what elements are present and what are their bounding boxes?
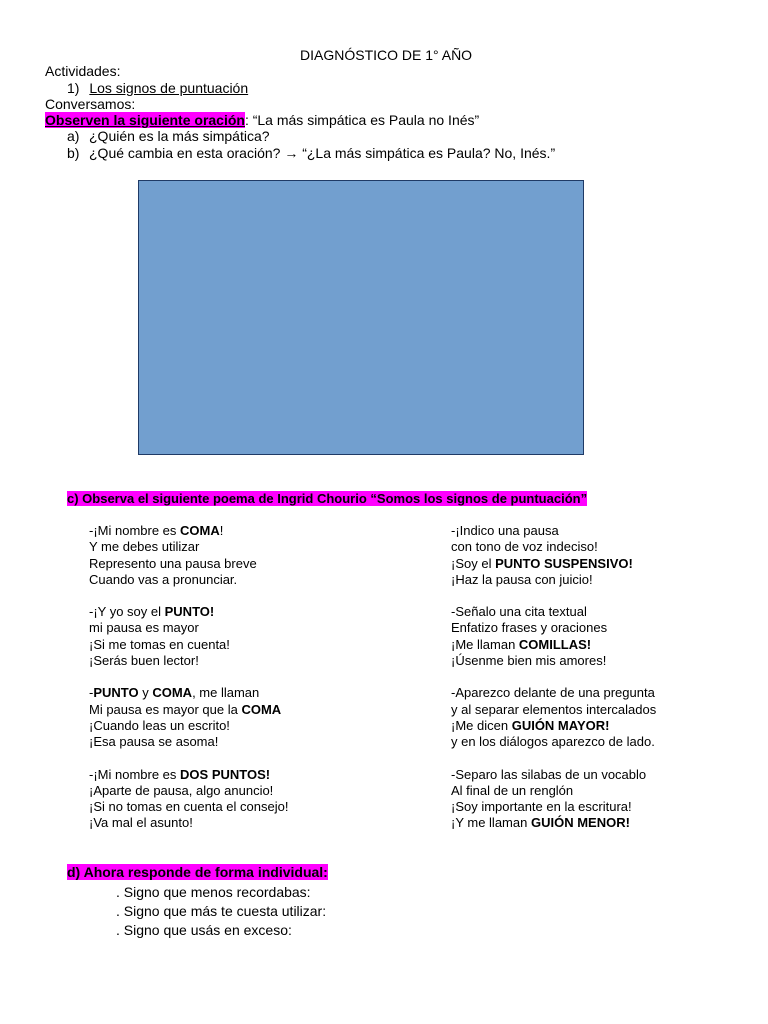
poem-sign-name: PUNTO — [93, 685, 139, 701]
poem-sign-name: COMILLAS! — [518, 636, 592, 652]
poem-text: ¡Si me tomas en cuenta! — [89, 636, 230, 652]
poem-line — [451, 799, 656, 815]
section-d-item: . Signo que más te cuesta utilizar: — [116, 903, 327, 919]
poem-text: ¡Si no tomas en cuenta el consejo! — [89, 799, 289, 815]
poem-text: Enfatizo frases y oraciones — [451, 620, 608, 636]
poem-sign-name: COMA — [152, 685, 193, 701]
section-d-text: d) Ahora responde de forma individual: — [67, 864, 328, 880]
poem-text: ¡Y me llaman — [451, 815, 531, 831]
poem-text: -¡Mi nombre es — [89, 766, 181, 782]
poem-line — [451, 815, 656, 831]
poem-sign-name: PUNTO SUSPENSIVO! — [495, 555, 633, 571]
question-a-label: a) — [67, 128, 80, 144]
poem-line — [89, 799, 288, 815]
poem-sign-name: GUIÓN MAYOR! — [511, 717, 610, 733]
poem-text: ¡Úsenme bien mis amores! — [451, 653, 607, 669]
poem-text: - — [89, 685, 94, 701]
poem-text: -Separo las silabas de un vocablo — [451, 766, 647, 782]
poem-text: ¡Me llaman — [451, 636, 519, 652]
poem-line — [451, 539, 656, 555]
question-a — [67, 128, 270, 144]
poem-line — [89, 685, 288, 701]
poem-text: , me llaman — [192, 685, 260, 701]
question-b — [67, 145, 555, 161]
section-d-item: . Signo que usás en exceso: — [116, 922, 292, 938]
poem-line — [89, 637, 288, 653]
poem-text: Mi pausa es mayor que la — [89, 701, 242, 717]
poem-text: ¡Aparte de pausa, algo anuncio! — [89, 782, 274, 798]
poem-text: y al separar elementos intercalados — [451, 701, 657, 717]
poem-line — [89, 734, 288, 750]
poem-left-column — [89, 523, 288, 832]
poem-line — [451, 523, 656, 539]
poem-text: ¡Va mal el asunto! — [89, 815, 193, 831]
section-c-text: c) Observa el siguiente poema de Ingrid Chourio “Somos los signos de puntuación” — [67, 491, 588, 506]
poem-line — [451, 767, 656, 783]
poem-line — [451, 620, 656, 636]
poem-line — [89, 815, 288, 831]
poem-right-column — [451, 523, 656, 832]
observe-line — [45, 112, 479, 128]
poem-sign-name: DOS PUNTOS! — [180, 766, 271, 782]
poem-text: Y me debes utilizar — [89, 539, 200, 555]
question-a-text: ¿Quién es la más simpática? — [89, 128, 270, 144]
poem-line — [89, 539, 288, 555]
poem-text: -Señalo una cita textual — [451, 604, 587, 620]
poem-line — [451, 685, 656, 701]
section-c-heading — [67, 491, 587, 507]
poem-line — [89, 718, 288, 734]
activity-item-number: 1) — [67, 80, 80, 96]
poem-text: -¡Mi nombre es — [89, 523, 181, 538]
poem-line — [89, 556, 288, 572]
poem-text: ¡Esa pausa se asoma! — [89, 734, 219, 750]
poem-sign-name: PUNTO! — [164, 604, 215, 620]
poem-line — [89, 523, 288, 539]
poem-sign-name: COMA — [180, 523, 220, 538]
poem-text: ¡Serás buen lector! — [89, 653, 199, 669]
poem-text: ! — [219, 523, 224, 538]
poem-text: ¡Soy importante en la escritura! — [451, 799, 632, 815]
poem-line — [451, 718, 656, 734]
poem-line — [451, 637, 656, 653]
question-b-text: ¿Qué cambia en esta oración? → “¿La más simpática es Paula? No, Inés.” — [89, 145, 556, 161]
poem-line — [89, 767, 288, 783]
poem-sign-name: COMA — [241, 701, 282, 717]
poem-line — [451, 556, 656, 572]
actividades-label: Actividades: — [45, 63, 121, 79]
poem-text: -Aparezco delante de una pregunta — [451, 685, 655, 701]
poem-line — [89, 783, 288, 799]
page-title: DIAGNÓSTICO DE 1° AÑO — [300, 47, 473, 63]
poem-line — [89, 653, 288, 669]
poem-text: ¡Soy el — [451, 555, 496, 571]
poem-text: Cuando vas a pronunciar. — [89, 571, 238, 587]
poem-line — [89, 572, 288, 588]
poem-line — [89, 702, 288, 718]
poem-line — [451, 572, 656, 588]
poem-text: ¡Cuando leas un escrito! — [89, 717, 230, 733]
poem-text: mi pausa es mayor — [89, 620, 199, 636]
poem-line — [451, 604, 656, 620]
poem-line — [451, 734, 656, 750]
poem-text: Al final de un renglón — [451, 782, 574, 798]
poem-text: y — [138, 685, 153, 701]
section-d-heading — [67, 864, 328, 880]
section-d-item: . Signo que menos recordabas: — [116, 884, 311, 900]
poem-text: Represento una pausa breve — [89, 555, 257, 571]
poem-line — [451, 783, 656, 799]
poem-line — [89, 604, 288, 620]
poem-text: con tono de voz indeciso! — [451, 539, 598, 555]
conversamos-label: Conversamos: — [45, 96, 136, 112]
poem-text: -¡Indico una pausa — [451, 523, 559, 538]
poem-sign-name: GUIÓN MENOR! — [530, 815, 630, 831]
image-placeholder-box — [138, 180, 584, 455]
question-b-label: b) — [67, 145, 80, 161]
poem-text: -¡Y yo soy el — [89, 604, 165, 620]
poem-line — [451, 653, 656, 669]
poem-text: ¡Haz la pausa con juicio! — [451, 571, 593, 587]
activity-item-1 — [67, 80, 248, 96]
observe-sentence: : “La más simpática es Paula no Inés” — [244, 112, 480, 128]
observe-highlight: Observen la siguiente oración — [45, 112, 245, 128]
section-d-list — [116, 883, 326, 940]
poem-text: y en los diálogos aparezco de lado. — [451, 734, 655, 750]
poem-line — [451, 702, 656, 718]
poem-text: ¡Me dicen — [451, 717, 512, 733]
poem-line — [89, 620, 288, 636]
activity-item-text: Los signos de puntuación — [89, 80, 249, 96]
